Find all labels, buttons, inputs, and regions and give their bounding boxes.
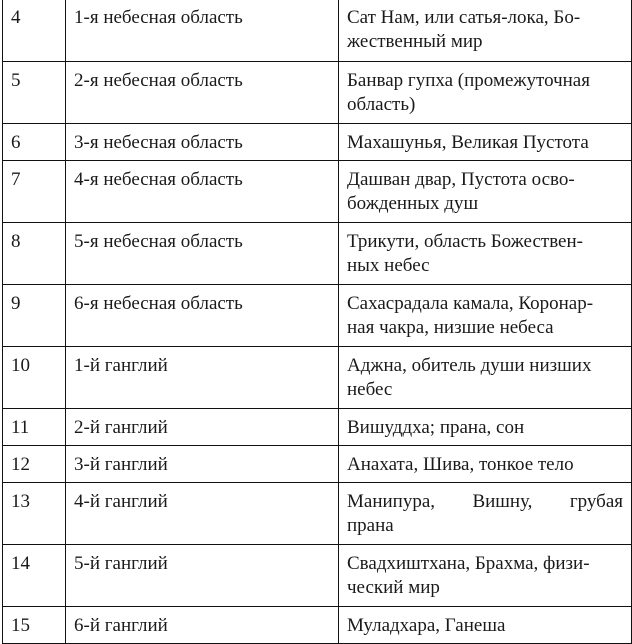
row-number: 10 (3, 346, 66, 408)
row-number: 6 (3, 123, 66, 160)
row-description: Махашунья, Великая Пустота (339, 123, 632, 160)
row-number: 13 (3, 482, 66, 544)
table-row (3, 61, 632, 123)
row-number: 15 (3, 606, 66, 643)
row-level: 5-й ганглий (66, 544, 339, 606)
row-number: 4 (3, 0, 66, 61)
row-description: Анахата, Шива, тонкое тело (339, 445, 632, 482)
row-number: 11 (3, 408, 66, 445)
row-level: 6-й ганглий (66, 606, 339, 643)
row-level: 5-я небесная область (66, 222, 339, 284)
row-number: 7 (3, 160, 66, 222)
levels-table (2, 0, 632, 644)
row-description: Муладхара, Ганеша (339, 606, 632, 643)
row-description: Сахасрадала камала, Коронар- ная чакра, низшие небеса (339, 284, 632, 346)
row-description: Сат Нам, или сатья-лока, Бо- жественный мир (339, 0, 632, 61)
row-number: 8 (3, 222, 66, 284)
table-row (3, 346, 632, 408)
table-row (3, 445, 632, 482)
row-level: 4-й ганглий (66, 482, 339, 544)
row-description: Аджна, обитель души низших небес (339, 346, 632, 408)
row-level: 3-й ганглий (66, 445, 339, 482)
table-row (3, 606, 632, 643)
row-level: 3-я небесная область (66, 123, 339, 160)
row-number: 12 (3, 445, 66, 482)
row-description: Банвар гупха (промежуточная область) (339, 61, 632, 123)
row-level: 2-я небесная область (66, 61, 339, 123)
row-description: Вишуддха; прана, сон (339, 408, 632, 445)
table-row (3, 222, 632, 284)
row-description: Свадхиштхана, Брахма, физи- ческий мир (339, 544, 632, 606)
table-row (3, 408, 632, 445)
row-level: 1-й ганглий (66, 346, 339, 408)
table-row (3, 284, 632, 346)
row-level: 6-я небесная область (66, 284, 339, 346)
table-row (3, 160, 632, 222)
row-description: Трикути, область Божествен- ных небес (339, 222, 632, 284)
row-number: 5 (3, 61, 66, 123)
table-row (3, 123, 632, 160)
table-row (3, 482, 632, 544)
row-level: 4-я небесная область (66, 160, 339, 222)
table-row (3, 0, 632, 61)
row-description: Дашван двар, Пустота осво- божденных душ (339, 160, 632, 222)
row-number: 9 (3, 284, 66, 346)
row-number: 14 (3, 544, 66, 606)
row-level: 1-я небесная область (66, 0, 339, 61)
row-level: 2-й ганглий (66, 408, 339, 445)
table-row (3, 544, 632, 606)
row-description: Манипура, Вишну, грубая прана (339, 482, 632, 544)
